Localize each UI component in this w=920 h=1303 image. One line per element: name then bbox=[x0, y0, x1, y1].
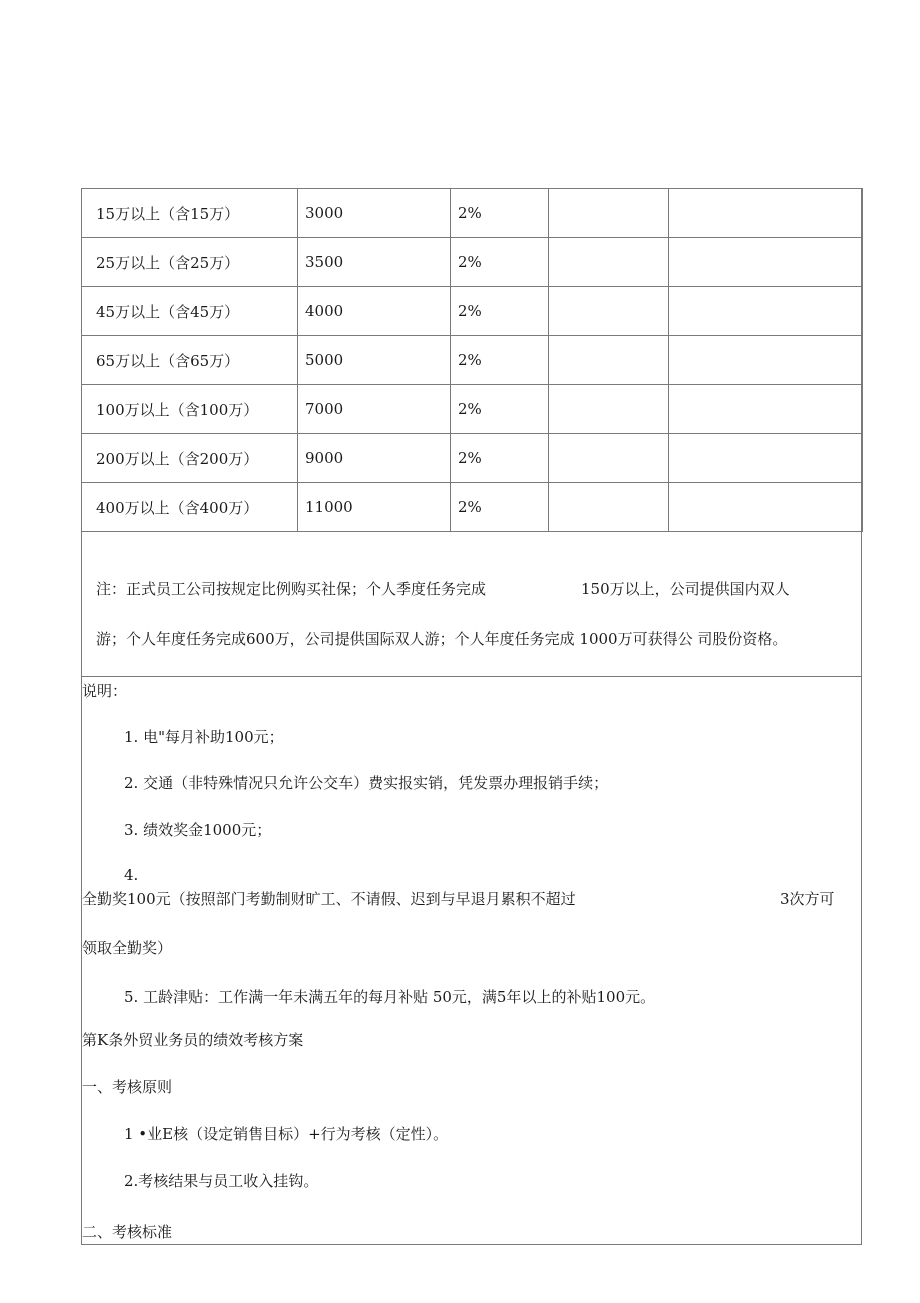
empty-cell bbox=[669, 483, 863, 532]
explanation-item-5: 5. 工龄津贴：工作满一年未满五年的每月补贴 50元，满5年以上的补贴100元。 bbox=[124, 988, 656, 1006]
rate-cell: 2% bbox=[451, 385, 549, 434]
explanation-item-3: 3. 绩效奖金1000元； bbox=[124, 821, 272, 839]
note-line-1-end: 150万以上，公司提供国内双人 bbox=[581, 580, 790, 598]
explanation-item-4-continued: 领取全勤奖） bbox=[82, 939, 173, 957]
empty-cell bbox=[669, 287, 863, 336]
amount-cell: 3500 bbox=[298, 238, 451, 287]
table-row bbox=[82, 434, 863, 483]
table-row bbox=[82, 336, 863, 385]
rate-cell: 2% bbox=[451, 287, 549, 336]
part-1-item-1: 1 •业E核（设定销售目标）+行为考核（定性）。 bbox=[124, 1125, 449, 1143]
explanation-heading: 说明： bbox=[82, 682, 128, 700]
amount-cell: 11000 bbox=[298, 483, 451, 532]
empty-cell bbox=[669, 434, 863, 483]
commission-table bbox=[81, 188, 863, 532]
empty-cell bbox=[549, 483, 669, 532]
rate-cell: 2% bbox=[451, 189, 549, 238]
sales-range-cell: 200万以上（含200万） bbox=[82, 434, 298, 483]
sales-range-cell: 15万以上（含15万） bbox=[82, 189, 298, 238]
explanation-item-4-text-end: 3次方可 bbox=[780, 890, 835, 908]
table-row bbox=[82, 385, 863, 434]
empty-cell bbox=[549, 434, 669, 483]
amount-cell: 7000 bbox=[298, 385, 451, 434]
section-title: 第K条外贸业务员的绩效考核方案 bbox=[82, 1031, 304, 1049]
explanation-item-1: 1. 电"每月补助100元； bbox=[124, 728, 284, 746]
sales-range-cell: 25万以上（含25万） bbox=[82, 238, 298, 287]
empty-cell bbox=[549, 189, 669, 238]
sales-range-cell: 45万以上（含45万） bbox=[82, 287, 298, 336]
empty-cell bbox=[669, 385, 863, 434]
part-1-heading: 一、考核原则 bbox=[82, 1078, 173, 1096]
note-line-2: 游；个人年度任务完成600万，公司提供国际双人游；个人年度任务完成 1000万可获得公 司股份资格。 bbox=[96, 630, 788, 648]
empty-cell bbox=[669, 238, 863, 287]
amount-cell: 9000 bbox=[298, 434, 451, 483]
empty-cell bbox=[669, 189, 863, 238]
explanation-item-4-text: 全勤奖100元（按照部门考勤制财旷工、不请假、迟到与早退月累积不超过 bbox=[82, 890, 576, 908]
empty-cell bbox=[549, 287, 669, 336]
table-row bbox=[82, 287, 863, 336]
empty-cell bbox=[669, 336, 863, 385]
empty-cell bbox=[549, 238, 669, 287]
table-row bbox=[82, 238, 863, 287]
explanation-item-2: 2. 交通（非特殊情况只允许公交车）费实报实销，凭发票办理报销手续； bbox=[124, 774, 609, 792]
sales-range-cell: 100万以上（含100万） bbox=[82, 385, 298, 434]
note-box bbox=[81, 531, 862, 677]
part-1-item-2: 2.考核结果与员工收入挂钩。 bbox=[124, 1172, 319, 1190]
sales-range-cell: 65万以上（含65万） bbox=[82, 336, 298, 385]
explanation-item-4-number: 4. bbox=[124, 866, 139, 884]
empty-cell bbox=[549, 336, 669, 385]
sales-range-cell: 400万以上（含400万） bbox=[82, 483, 298, 532]
amount-cell: 3000 bbox=[298, 189, 451, 238]
table-row bbox=[82, 189, 863, 238]
rate-cell: 2% bbox=[451, 238, 549, 287]
amount-cell: 4000 bbox=[298, 287, 451, 336]
part-2-heading: 二、考核标准 bbox=[82, 1223, 173, 1241]
amount-cell: 5000 bbox=[298, 336, 451, 385]
rate-cell: 2% bbox=[451, 483, 549, 532]
rate-cell: 2% bbox=[451, 434, 549, 483]
empty-cell bbox=[549, 385, 669, 434]
table-row bbox=[82, 483, 863, 532]
rate-cell: 2% bbox=[451, 336, 549, 385]
note-line-1: 注：正式员工公司按规定比例购买社保；个人季度任务完成 bbox=[96, 580, 487, 598]
